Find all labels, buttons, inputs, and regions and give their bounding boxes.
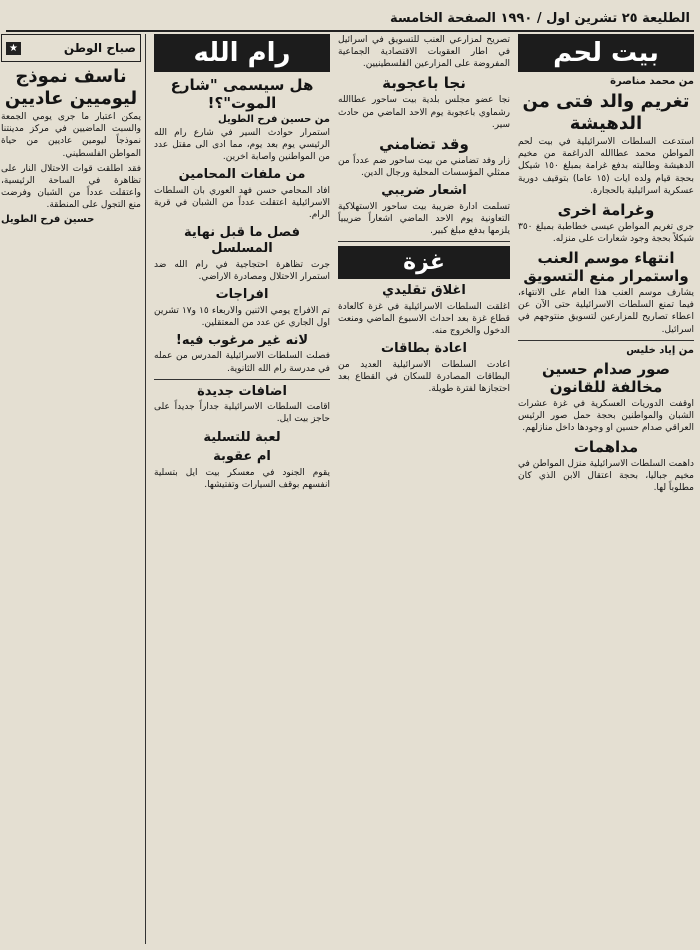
divider <box>154 379 330 380</box>
article-text: استمرار حوادث السير في شارع رام الله الرئيسي يوم بعد يوم، مما ادى الى مقتل عدد من المواطنين واصابة اخرين. <box>154 128 330 163</box>
header-text: الطليعة ٢٥ تشرين اول / ١٩٩٠ الصفحة الخامسة <box>389 10 690 26</box>
article-text: جرى تغريم المواطن عيسى خطاطبة بمبلغ ٣٥٠ شيكلاً بحجة وجود شعارات على منزله. <box>518 221 694 245</box>
subheadline: اضافات جديدة <box>197 383 287 399</box>
article-text: اعادت السلطات الاسرائيلية العديد من البطاقات المصادرة للسكان في القطاع بعد احتجازها لفترة طويلة. <box>338 359 510 395</box>
article-text: استدعت السلطات الاسرائيلية في بيت لحم المواطن محمد عطاالله الدراغمة من مخيم الدهيشة وطالبته بدفع غرامة بمبلغ ١٥٠ شيكل بحجة قيام ولده ايات (١٥ عاما) بتوقيف دورية عسكرية اسرائيلية بالحجارة. <box>518 137 694 196</box>
article-text: اقامت السلطات الاسرائيلية جداراً جديداً على حاجز بيت ايل. <box>154 402 330 425</box>
article-text: يقوم الجنود في معسكر بيت ايل بتسلية انفسهم بوقف السيارات وتفتيشها. <box>154 467 330 490</box>
subheadline: اشعار ضريبي <box>381 183 467 199</box>
column-4 <box>1 34 146 944</box>
column-2 <box>338 34 510 944</box>
article-text: تم الافراج يومي الاثنين والاربعاء ١٥ و١٧ تشرين اول الجاري عن عدد من المعتقلين. <box>154 305 330 328</box>
byline: من محمد مناصرة <box>610 76 694 87</box>
article-text: اوقفت الدوريات العسكرية في غزة عشرات الشبان والمواطنين بحجة حمل صور الرئيس العراقي صدام حسين او وجودها داخل منازلهم. <box>518 398 694 434</box>
section-banner-gaza: غزة <box>338 246 510 279</box>
article-text: جرت تظاهرة احتجاجية في رام الله ضد استمرار الاحتلال ومصادرة الاراضي. <box>154 259 330 282</box>
article-text: فقد اطلقت قوات الاحتلال النار على تظاهرة في الساحة الرئيسية، واعتقلت عدداً من الشبان وفرضت منع التجول على المنطقة. <box>1 163 141 211</box>
article-text: افاد المحامي حسن فهد العوري بان السلطات الاسرائيلية اعتقلت عدداً من الشبان في قرية الرام. <box>154 186 330 221</box>
divider <box>518 340 694 341</box>
byline: من حسين فرح الطويل <box>218 114 330 125</box>
article-text: اغلقت السلطات الاسرائيلية في غزة كالعادة قطاع غزة بعد احداث الاسبوع الماضي ومنعت الدخول والخروج منه. <box>338 301 510 337</box>
subheadline: فصل ما قبل نهاية المسلسل <box>184 225 300 257</box>
subheadline: وقد تضامني <box>379 134 469 153</box>
subheadline: من ملفات المحامين <box>178 167 306 183</box>
section-banner-ramallah: رام الله <box>154 34 330 72</box>
signature: حسين فرح الطويل <box>1 214 95 226</box>
headline: تغريم والد فتى من الدهيشة <box>522 91 690 134</box>
article-text: يمكن اعتبار ما جرى يومي الجمعة والسبت الماضيين في مركز مدينتنا نموذجاً ليومين عاديين من حياة المواطن الفلسطيني. <box>1 112 141 159</box>
star-icon: ★ <box>6 42 21 55</box>
article-text: نجا عضو مجلس بلدية بيت ساحور عطاالله رشماوي باعجوبة يوم الاحد الماضي من حادث سير. <box>338 95 510 130</box>
article-text: تسلمت ادارة ضريبة بيت ساحور الاستهلاكية التعاونية يوم الاحد الماضي اشعاراً ضريبياً يلزمها بدفع مبلغ كبير. <box>338 201 510 236</box>
subheadline: وغرامة اخرى <box>557 200 655 219</box>
subheadline: لعبة للتسلية <box>203 429 281 445</box>
headline: هل سيسمى "شارع الموت"؟! <box>170 76 314 112</box>
divider <box>338 241 510 242</box>
column-1 <box>518 34 694 944</box>
article-text: فصلت السلطات الاسرائيلية المدرس من عمله في مدرسة رام الله الثانوية. <box>154 351 330 374</box>
headline: صور صدام حسين مخالفة للقانون <box>542 359 670 396</box>
article-text: تصريح لمزارعي العنب للتسويق في اسرائيل في اطار العقوبات الاقتصادية الجماعية المفروضة على المزارعين الفلسطينيين. <box>338 35 510 70</box>
page-header <box>6 6 694 32</box>
subheadline: انتهاء موسم العنب واستمرار منع التسويق <box>523 249 689 286</box>
subheadline: نجا باعجوبة <box>382 74 466 93</box>
subheadline: اعادة بطاقات <box>381 341 467 357</box>
column-title: صباح الوطن <box>63 41 136 55</box>
subheadline: اغلاق تقليدي <box>382 283 466 299</box>
article-text: يشارف موسم العنب هذا العام على الانتهاء، فيما تمنع السلطات الاسرائيلية حتى الآن عن اعطاء تصاريح للمزارعين لتسويق منتوجهم في اسرائيل. <box>518 288 694 335</box>
section-banner-bethlehem: بيت لحم <box>518 34 694 72</box>
column-logo <box>1 34 141 62</box>
article-text: داهمت السلطات الاسرائيلية منزل المواطن في مخيم جباليا، بحجة اعتقال الابن الذي كان مطلوباً لها. <box>518 459 694 494</box>
headline: ناسف نموذج ليوميين عاديين <box>4 66 138 109</box>
subheadline: افراجات <box>215 286 269 302</box>
byline: من إياد خليس <box>626 344 694 356</box>
column-3 <box>154 34 330 944</box>
subheadline: ام عقوبة <box>213 449 271 465</box>
subheadline: لانه غير مرغوب فيه! <box>175 332 309 348</box>
subheadline: مداهمات <box>573 438 639 457</box>
article-text: زار وفد تضامني من بيت ساحور ضم عدداً من ممثلي المؤسسات المحلية ورجال الدين. <box>338 155 510 178</box>
